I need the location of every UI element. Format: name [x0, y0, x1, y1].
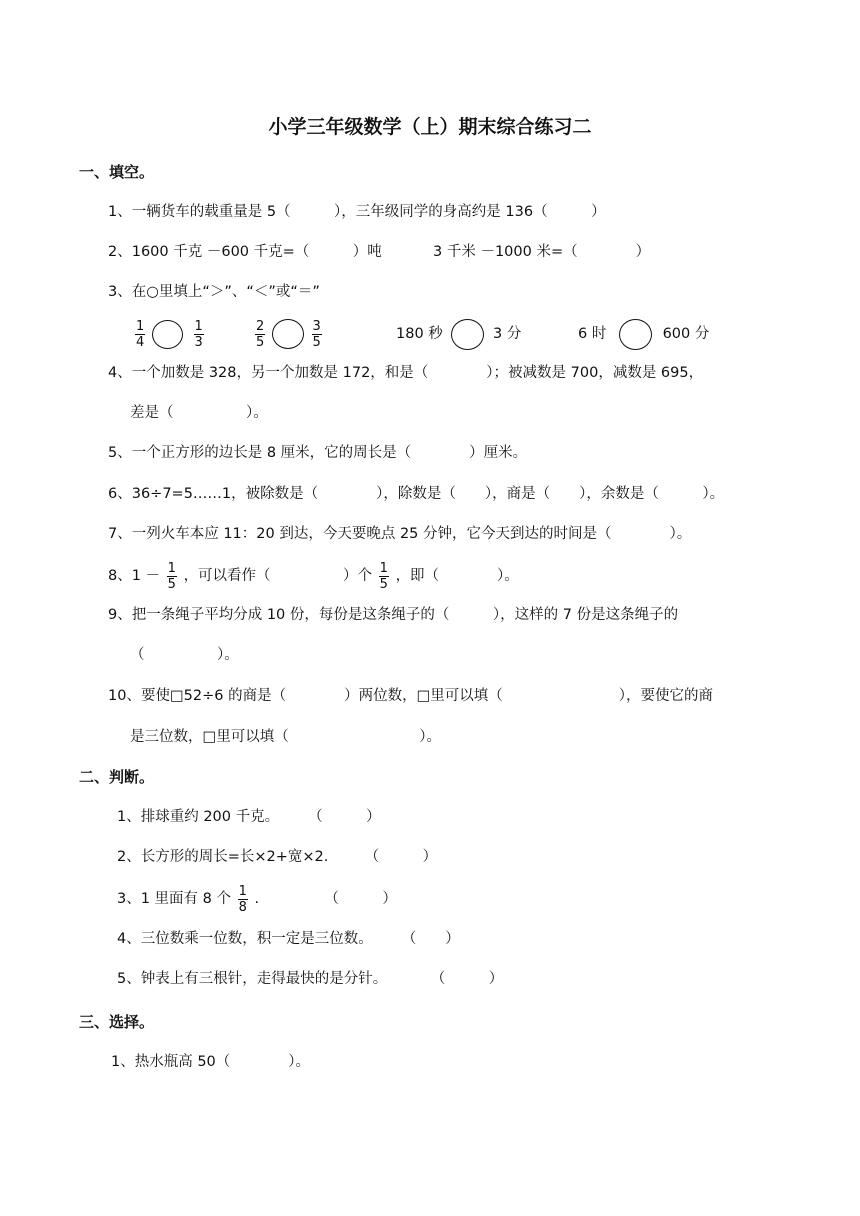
compare-row-2 — [253, 314, 324, 354]
question-2-2: 2、长方形的周长=长×2+宽×2. （ ） — [117, 849, 438, 865]
question-1-4a: 4、一个加数是 328，另一个加数是 172，和是（ ）；被减数是 700，减数是 695， — [108, 365, 704, 381]
question-1-10b: 是三位数，□里可以填（ ）。 — [130, 729, 441, 745]
compare-circle[interactable] — [619, 319, 652, 350]
time-6h: 6 时 — [578, 326, 607, 342]
question-1-7: 7、一列火车本应 11：20 到达，今天要晚点 25 分钟，它今天到达的时间是（ ）。 — [108, 526, 692, 542]
question-1-9a: 9、把一条绳子平均分成 10 份，每份是这条绳子的（ ），这样的 7 份是这条绳子的 — [108, 607, 679, 623]
fraction-1-3: $\frac{1}{3}$ — [194, 318, 203, 350]
question-1-9b: （ ）。 — [130, 647, 239, 663]
question-1-6: 6、36÷7=5……1，被除数是（ ），除数是（ ），商是（ ），余数是（ ）。 — [108, 486, 725, 502]
question-1-5: 5、一个正方形的边长是 8 厘米，它的周长是（ ）厘米。 — [108, 445, 528, 461]
compare-circle[interactable] — [152, 320, 183, 349]
section-heading-judge: 二、判断。 — [79, 768, 155, 786]
fraction-1-5-b: $\frac{1}{5}$ — [379, 560, 388, 592]
question-1-2b: 3 千米 －1000 米=（ ） — [433, 244, 651, 260]
question-2-5: 5、钟表上有三根针，走得最快的是分针。 （ ） — [117, 971, 504, 987]
question-1-2a: 2、1600 千克 －600 千克=（ ）吨 — [108, 244, 382, 260]
question-1-10a: 10、要使□52÷6 的商是（ ）两位数，□里可以填（ ），要使它的商 — [108, 688, 714, 704]
question-1-8: 8、1 － $\frac{1}{5}$ ，可以看作（ ）个 $\frac{1}{5}$ ，即（ ）。 — [108, 560, 519, 592]
question-2-1: 1、排球重约 200 千克。 （ ） — [117, 809, 381, 825]
section-heading-fill: 一、填空。 — [79, 163, 155, 181]
fraction-2-5: $\frac{2}{5}$ — [256, 318, 265, 350]
time-180s: 180 秒 — [396, 326, 443, 342]
question-2-3: 3、1 里面有 8 个 $\frac{1}{8}$ . （ ） — [117, 883, 397, 915]
question-3-1: 1、热水瓶高 50（ ）。 — [111, 1054, 311, 1070]
page-title: 小学三年级数学（上）期末综合练习二 — [268, 116, 592, 138]
question-1-3: 3、在○里填上“＞”、“＜”或“＝” — [108, 284, 320, 300]
fraction-1-5: $\frac{1}{5}$ — [167, 560, 176, 592]
fraction-1-4: $\frac{1}{4}$ — [136, 318, 145, 350]
question-1-1: 1、一辆货车的载重量是 5（ ），三年级同学的身高约是 136（ ） — [108, 204, 606, 220]
fraction-3-5: $\frac{3}{5}$ — [312, 318, 321, 350]
question-1-4b: 差是（ ）。 — [130, 405, 268, 421]
section-heading-choice: 三、选择。 — [79, 1013, 155, 1031]
question-2-4: 4、三位数乘一位数，积一定是三位数。 （ ） — [117, 931, 460, 947]
compare-row-4 — [578, 314, 709, 354]
time-3min: 3 分 — [493, 326, 522, 342]
compare-circle[interactable] — [272, 319, 304, 349]
compare-row — [133, 314, 206, 354]
compare-circle[interactable] — [451, 319, 484, 350]
time-600min: 600 分 — [662, 326, 710, 342]
fraction-1-8: $\frac{1}{8}$ — [238, 883, 247, 915]
compare-row-3 — [396, 314, 521, 354]
